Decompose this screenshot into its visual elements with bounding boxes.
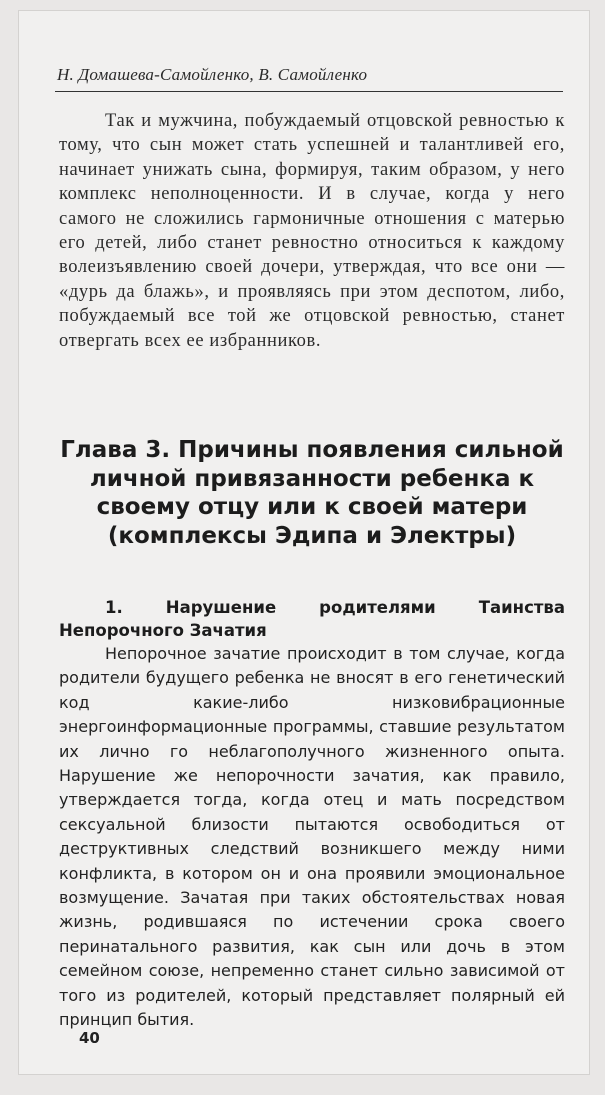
- section-title: 1. Нарушение родителями Таинства Непорочного Зачатия: [59, 598, 565, 640]
- body-paragraph-1: Так и мужчина, побуждаемый отцовской ревностью к тому, что сын может стать успешней и талантливей его, начинает унижать сына, формируя, таким образом, у него комплекс неполноценности. И в случае, когда у него самого не сложились гармоничные отношения с матерью его детей, либо станет ревностно относиться к каждому волеизъявлению своей дочери, утверждая, что все они — «дурь да блажь», и проявляясь при этом деспотом, либо, побуждаемый все той же отцовской ревностью, станет отвергать всех ее избранников.: [59, 111, 565, 351]
- running-head: Н. Домашева-Самойленко, В. Самойленко: [57, 65, 368, 84]
- book-page: [18, 10, 590, 1075]
- chapter-title: Глава 3. Причины появления сильной личной привязанности ребенка к своему отцу или к своей матери (комплексы Эдипа и Электры): [60, 437, 564, 549]
- header-rule: [55, 91, 563, 92]
- page-number: 40: [79, 1029, 100, 1047]
- body-paragraph-2: Непорочное зачатие происходит в том случае, когда родители будущего ребенка не вносят в его генетический код какие-либо низковибрационные энергоинформационные программы, ставшие результатом их лично го неблагополучного жизненного опыта. Нарушение же непорочности зачатия, как правило, утверждается тогда, когда отец и мать посредством сексуальной близости пытаются освободиться от деструктивных следствий возникшего между ними конфликта, в котором он и она проявили эмоциональное возмущение. Зачатая при таких обстоятельствах новая жизнь, родившаяся по истечении срока своего перинатального развития, как сын или дочь в этом семейном союзе, непременно станет сильно зависимой от того из родителей, который представляет полярный ей принцип бытия.: [59, 644, 565, 1030]
